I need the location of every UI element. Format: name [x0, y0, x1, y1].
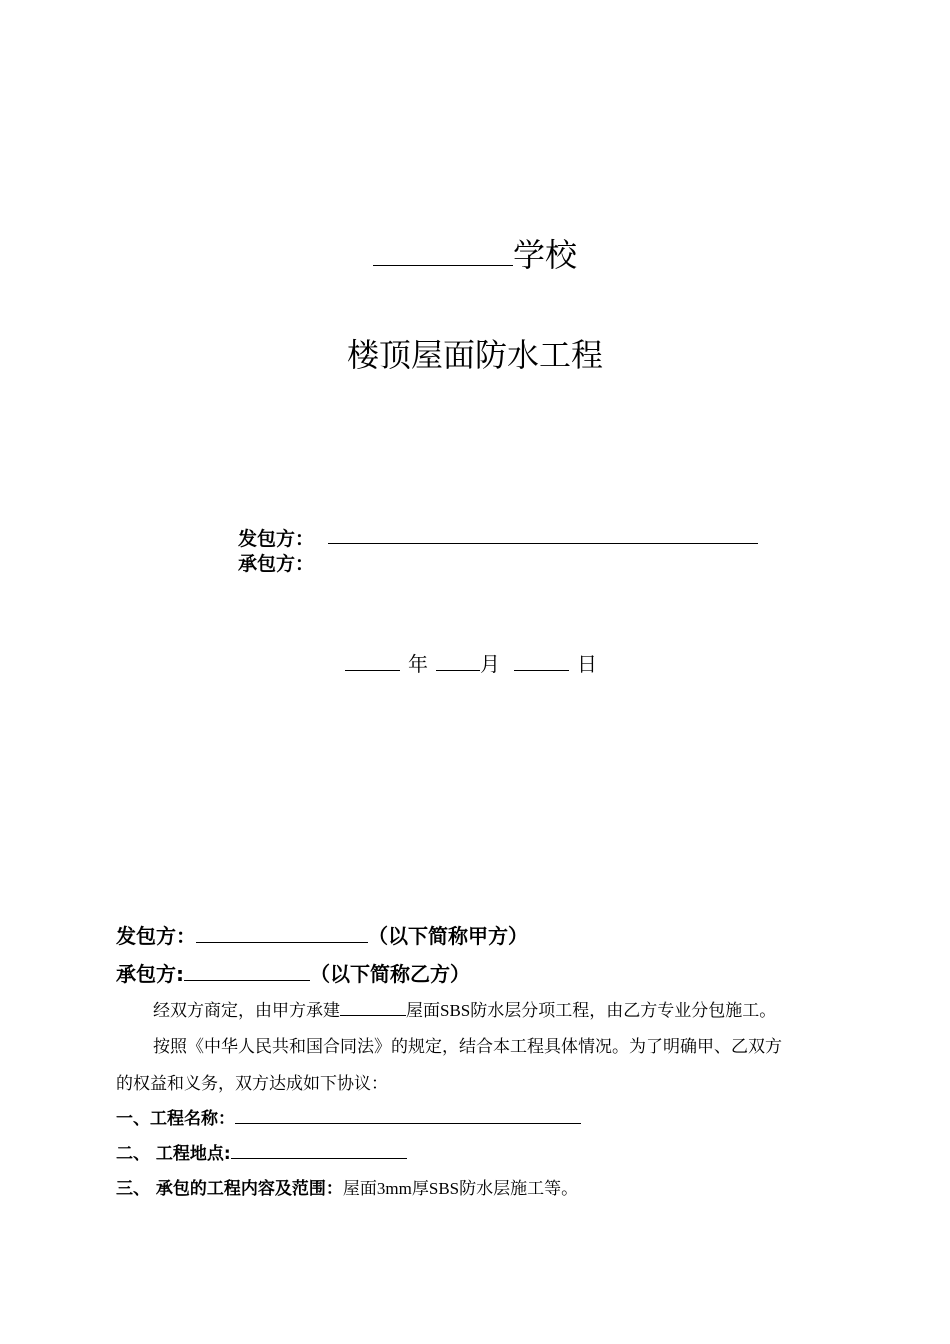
day-label: 日 [577, 652, 597, 676]
contract-party-a [116, 920, 528, 949]
contract-party-b [116, 958, 470, 987]
contract-party-b-label: 承包方: [116, 962, 184, 986]
paragraph-1-prefix: 经双方商定，由甲方承建 [153, 1001, 340, 1020]
contract-party-a-note: （以下简称甲方） [368, 924, 528, 948]
cover-party-a-label: 发包方： [238, 528, 315, 550]
contract-party-a-blank [196, 922, 368, 943]
item-3-text: 屋面3mm厚SBS防水层施工等。 [342, 1179, 579, 1198]
contract-party-a-label: 发包方： [116, 924, 196, 948]
item-2 [116, 1139, 407, 1164]
paragraph-2-line-1: 按照《中华人民共和国合同法》的规定，结合本工程具体情况。为了明确甲、乙双方 [153, 1037, 782, 1056]
year-blank [345, 650, 400, 671]
item-3 [116, 1174, 578, 1199]
item-2-blank [231, 1141, 407, 1159]
school-name-blank [373, 233, 513, 266]
cover-party-b-label: 承包方： [238, 553, 315, 575]
paragraph-1-suffix: 屋面SBS防水层分项工程，由乙方专业分包施工。 [406, 1001, 777, 1020]
cover-party-a-blank [328, 543, 758, 544]
item-2-label: 二、 工程地点: [116, 1144, 231, 1164]
contract-party-b-blank [184, 960, 310, 981]
school-suffix: 学校 [512, 236, 577, 274]
item-3-label: 三、 承包的工程内容及范围： [116, 1179, 343, 1199]
item-1 [116, 1104, 581, 1129]
project-title: 楼顶屋面防水工程 [346, 336, 603, 374]
month-label: 月 [480, 652, 500, 676]
paragraph-2-line-2: 的权益和义务，双方达成如下协议： [116, 1074, 388, 1093]
day-blank [514, 650, 569, 671]
item-1-label: 一、工程名称： [116, 1109, 235, 1129]
contract-party-b-note: （以下简称乙方） [310, 962, 470, 986]
school-title [0, 230, 950, 276]
item-1-blank [235, 1106, 581, 1124]
year-label: 年 [408, 652, 428, 676]
paragraph-1 [153, 996, 776, 1021]
cover-date [0, 648, 950, 677]
paragraph-1-blank [340, 998, 406, 1016]
month-blank [436, 650, 480, 671]
